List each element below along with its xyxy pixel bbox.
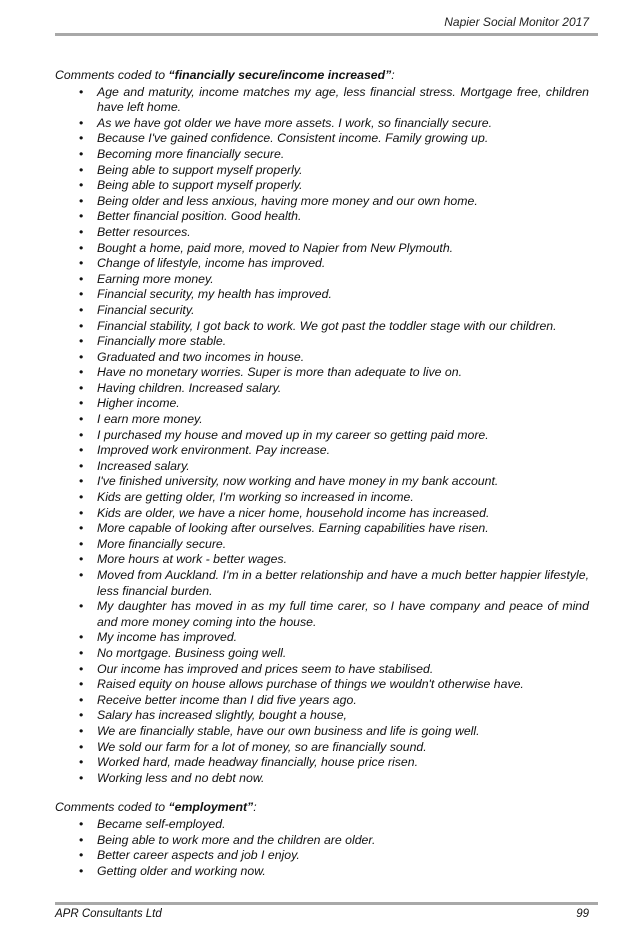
bullet-icon: • — [79, 287, 84, 302]
comment-text: Salary has increased slightly, bought a house, — [97, 708, 347, 723]
list-item — [55, 521, 589, 537]
bullet-icon: • — [79, 474, 84, 489]
comment-text: Being older and less anxious, having more money and our own home. — [97, 193, 478, 208]
comment-text: Getting older and working now. — [97, 863, 266, 878]
section-heading: “financially secure/income increased” — [168, 68, 392, 82]
page-number: 99 — [576, 908, 589, 920]
comment-text: Being able to support myself properly. — [97, 178, 303, 193]
footer-rule — [55, 902, 598, 905]
bullet-icon: • — [79, 334, 84, 349]
bullet-icon: • — [79, 816, 84, 831]
comment-list — [55, 817, 589, 879]
bullet-icon: • — [79, 755, 84, 770]
list-item — [55, 506, 589, 522]
list-item — [55, 537, 589, 553]
section-suffix: : — [391, 68, 395, 82]
bullet-icon: • — [79, 193, 84, 208]
comment-text: No mortgage. Business going well. — [97, 645, 287, 660]
bullet-icon: • — [79, 863, 84, 878]
bullet-icon: • — [79, 832, 84, 847]
list-item — [55, 116, 589, 132]
bullet-icon: • — [79, 677, 84, 692]
list-item — [55, 287, 589, 303]
comment-text: Working less and no debt now. — [97, 770, 265, 785]
comment-text: Increased salary. — [97, 458, 190, 473]
list-item — [55, 459, 589, 475]
header-rule — [55, 33, 598, 36]
comment-text: My daughter has moved in as my full time carer, so I have company and peace of mind and more money coming into the house. — [97, 599, 589, 629]
list-item — [55, 256, 589, 272]
list-item — [55, 85, 589, 116]
comment-text: Bought a home, paid more, moved to Napier from New Plymouth. — [97, 240, 454, 255]
comment-text: Better financial position. Good health. — [97, 209, 302, 224]
bullet-icon: • — [79, 131, 84, 146]
bullet-icon: • — [79, 708, 84, 723]
list-item — [55, 241, 589, 257]
comment-text: Higher income. — [97, 396, 180, 411]
bullet-icon: • — [79, 271, 84, 286]
comment-text: I purchased my house and moved up in my career so getting paid more. — [97, 427, 489, 442]
list-item — [55, 350, 589, 366]
bullet-icon: • — [79, 692, 84, 707]
bullet-icon: • — [79, 240, 84, 255]
list-item — [55, 817, 589, 833]
footer-company: APR Consultants Ltd — [55, 908, 162, 920]
bullet-icon: • — [79, 146, 84, 161]
section-heading: “employment” — [168, 800, 254, 815]
comment-text: Kids are older, we have a nicer home, household income has increased. — [97, 505, 490, 520]
comment-text: More capable of looking after ourselves. Earning capabilities have risen. — [97, 521, 489, 536]
bullet-icon: • — [79, 568, 84, 582]
section-employment — [55, 800, 589, 879]
bullet-icon: • — [79, 115, 84, 130]
section-title — [55, 68, 589, 84]
list-item — [55, 568, 589, 599]
list-item — [55, 194, 589, 210]
bullet-icon: • — [79, 490, 84, 505]
bullet-icon: • — [79, 443, 84, 458]
bullet-icon: • — [79, 630, 84, 645]
list-item — [55, 163, 589, 179]
list-item — [55, 131, 589, 147]
list-item — [55, 209, 589, 225]
list-item — [55, 771, 589, 787]
comment-text: More financially secure. — [97, 536, 227, 551]
bullet-icon: • — [79, 396, 84, 411]
bullet-icon: • — [79, 318, 84, 333]
bullet-icon: • — [79, 723, 84, 738]
header-title: Napier Social Monitor 2017 — [444, 15, 589, 29]
list-item — [55, 693, 589, 709]
list-item — [55, 178, 589, 194]
bullet-icon: • — [79, 536, 84, 551]
bullet-icon: • — [79, 209, 84, 224]
comment-text: Change of lifestyle, income has improved. — [97, 256, 326, 271]
comment-text: My income has improved. — [97, 630, 238, 645]
list-item — [55, 833, 589, 849]
list-item — [55, 646, 589, 662]
comment-text: Have no monetary worries. Super is more than adequate to live on. — [97, 365, 463, 380]
list-item — [55, 599, 589, 630]
comment-text: Better resources. — [97, 224, 191, 239]
bullet-icon: • — [79, 178, 84, 193]
comment-text: Financial stability, I got back to work. We got past the toddler stage with our children. — [97, 318, 557, 333]
bullet-icon: • — [79, 552, 84, 567]
comment-text: Kids are getting older, I'm working so increased in income. — [97, 490, 414, 505]
comment-text: Raised equity on house allows purchase of things we wouldn't otherwise have. — [97, 677, 524, 692]
bullet-icon: • — [79, 645, 84, 660]
comment-text: Financial security, my health has improved. — [97, 287, 332, 302]
bullet-icon: • — [79, 349, 84, 364]
section-suffix: : — [253, 800, 257, 815]
list-item — [55, 755, 589, 771]
list-item — [55, 428, 589, 444]
bullet-icon: • — [79, 661, 84, 676]
comment-text: Receive better income than I did five years ago. — [97, 692, 357, 707]
document-body — [55, 68, 589, 879]
bullet-icon: • — [79, 412, 84, 427]
bullet-icon: • — [79, 770, 84, 785]
comment-text: Being able to support myself properly. — [97, 162, 303, 177]
bullet-icon: • — [79, 505, 84, 520]
bullet-icon: • — [79, 256, 84, 271]
bullet-icon: • — [79, 848, 84, 863]
list-item — [55, 740, 589, 756]
list-item — [55, 677, 589, 693]
bullet-icon: • — [79, 224, 84, 239]
comment-text: Being able to work more and the children are older. — [97, 832, 376, 847]
comment-text: Became self-employed. — [97, 816, 226, 831]
bullet-icon: • — [79, 521, 84, 536]
bullet-icon: • — [79, 458, 84, 473]
bullet-icon: • — [79, 599, 84, 614]
list-item — [55, 724, 589, 740]
comment-text: We sold our farm for a lot of money, so are financially sound. — [97, 739, 427, 754]
section-financially-secure — [55, 68, 589, 786]
comment-text: Worked hard, made headway financially, house price risen. — [97, 755, 419, 770]
list-item — [55, 412, 589, 428]
list-item — [55, 381, 589, 397]
comment-text: Age and maturity, income matches my age, less financial stress. Mortgage free, children have left home. — [97, 84, 589, 115]
list-item — [55, 396, 589, 412]
list-item — [55, 552, 589, 568]
list-item — [55, 864, 589, 880]
comment-text: Earning more money. — [97, 271, 214, 286]
comment-text: Graduated and two incomes in house. — [97, 349, 305, 364]
section-title — [55, 800, 589, 816]
comment-text: Improved work environment. Pay increase. — [97, 443, 331, 458]
section-intro: Comments coded to — [55, 68, 169, 82]
list-item — [55, 365, 589, 381]
comment-text: I earn more money. — [97, 412, 203, 427]
comment-list — [55, 85, 589, 787]
list-item — [55, 474, 589, 490]
list-item — [55, 848, 589, 864]
comment-text: Financial security. — [97, 302, 195, 317]
comment-text: We are financially stable, have our own business and life is going well. — [97, 723, 480, 738]
list-item — [55, 334, 589, 350]
list-item — [55, 662, 589, 678]
list-item — [55, 147, 589, 163]
bullet-icon: • — [79, 380, 84, 395]
comment-text: Because I've gained confidence. Consistent income. Family growing up. — [97, 131, 489, 146]
comment-text: Becoming more financially secure. — [97, 146, 285, 161]
bullet-icon: • — [79, 302, 84, 317]
bullet-icon: • — [79, 162, 84, 177]
comment-text: Moved from Auckland. I'm in a better relationship and have a much better happier lifestyle, less financial burden. — [97, 568, 589, 598]
list-item — [55, 630, 589, 646]
comment-text: I've finished university, now working and have money in my bank account. — [97, 474, 499, 489]
comment-text: As we have got older we have more assets. I work, so financially secure. — [97, 115, 493, 130]
comment-text: More hours at work - better wages. — [97, 552, 287, 567]
list-item — [55, 443, 589, 459]
comment-text: Better career aspects and job I enjoy. — [97, 848, 300, 863]
section-intro: Comments coded to — [55, 800, 169, 815]
list-item — [55, 303, 589, 319]
bullet-icon: • — [79, 84, 84, 99]
comment-text: Having children. Increased salary. — [97, 380, 282, 395]
bullet-icon: • — [79, 739, 84, 754]
list-item — [55, 225, 589, 241]
list-item — [55, 490, 589, 506]
comment-text: Our income has improved and prices seem to have stabilised. — [97, 661, 434, 676]
list-item — [55, 708, 589, 724]
bullet-icon: • — [79, 427, 84, 442]
comment-text: Financially more stable. — [97, 334, 227, 349]
list-item — [55, 319, 589, 335]
bullet-icon: • — [79, 365, 84, 380]
list-item — [55, 272, 589, 288]
